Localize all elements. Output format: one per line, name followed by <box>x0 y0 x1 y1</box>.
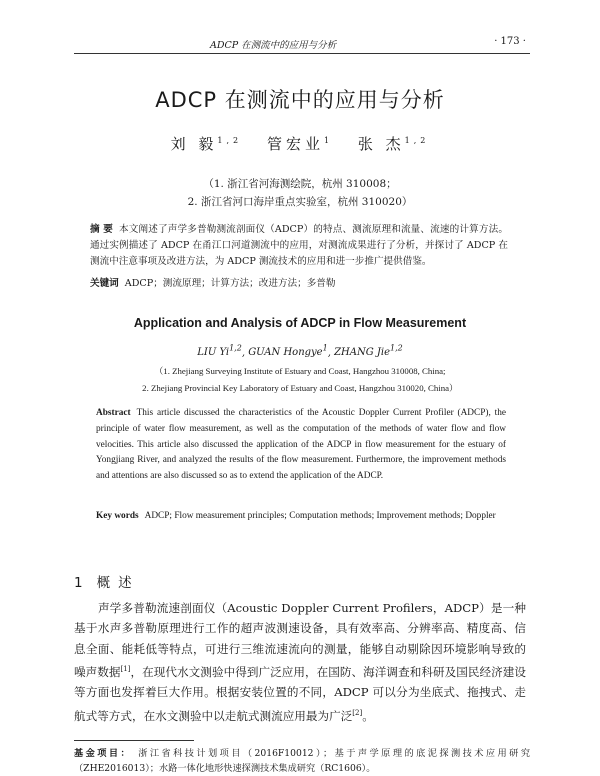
abstract-en-text: This article discussed the characteristics of the Acoustic Doppler Current Profiler (ADCP), the principle of water flow measurement, as well as the computation of the methods of water flow and flow velocities. This article also discussed the application of the ADCP in flow measurement for the estuary of Yongjiang River, and analyzed the results of the flow measurement. Furthermore, the improvement methods and attentions are also discussed so as to extend the application of the ADCP. <box>96 408 506 482</box>
author-cn: 管宏业$^1$ <box>266 135 334 153</box>
section-number: 1 <box>74 575 83 591</box>
section-title: 概述 <box>96 575 140 591</box>
keywords-en <box>96 509 506 525</box>
paper-title-en: Application and Analysis of ADCP in Flow Measurement <box>133 316 467 330</box>
paper-title-cn: ADCP 在测流中的应用与分析 <box>155 88 445 112</box>
keywords-cn <box>90 276 508 292</box>
header-rule <box>74 53 530 54</box>
authors-en: LIU Yi$^{1,2}$, GUAN Hongye$^1$, ZHANG Jie$^{1,2}$ <box>197 344 403 359</box>
funding-text: 浙江省科技计划项目（2016F10012）；基于声学原理的底泥探测技术应用研究（ZHE2016013）；水路一体化地形快速探测技术集成研究（RC1606）。 <box>74 748 531 774</box>
author-en: LIU Yi$^{1,2}$ <box>197 344 242 359</box>
author-en: GUAN Hongye$^1$ <box>248 344 328 359</box>
abstract-cn-text: 本文阐述了声学多普勒测流剖面仪（ADCP）的特点、测流原理和流量、流速的计算方法。通过实例描述了 ADCP 在甬江口河道测流中的应用，对测流成果进行了分析，并探讨了 ADCP 在测流中注意事项及改进方法，为 ADCP 测流技术的应用和进一步推广提供借鉴。 <box>90 224 508 267</box>
affiliation-en-2: 2. Zhejiang Provincial Key Laboratory of Estuary and Coast, Hangzhou 310020, China） <box>142 383 458 393</box>
authors-cn <box>0 133 600 154</box>
affiliation-cn-2: 2. 浙江省河口海岸重点实验室，杭州 310020） <box>187 196 413 208</box>
abstract-en <box>96 406 506 485</box>
keywords-cn-text: ADCP；测流原理；计算方法；改进方法；多普勒 <box>124 278 336 289</box>
page-number: · 173 · <box>494 36 526 47</box>
affiliation-en-1: （1. Zhejiang Surveying Institute of Estuary and Coast, Hangzhou 310008, China; <box>154 366 446 376</box>
running-title: ADCP 在测流中的应用与分析 <box>210 40 337 51</box>
keywords-cn-label: 关键词 <box>90 278 119 289</box>
author-cn: 刘 毅$^{1,2}$ <box>170 135 243 153</box>
affiliation-cn-1: （1. 浙江省河海测绘院，杭州 310008； <box>203 178 397 190</box>
funding-label: 基金项目： <box>74 748 133 759</box>
author-en: ZHANG Jie$^{1,2}$ <box>334 344 403 359</box>
abstract-cn <box>90 222 508 270</box>
abstract-en-label: Abstract <box>96 408 131 418</box>
author-cn: 张 杰$^{1,2}$ <box>357 135 430 153</box>
funding-footnote <box>74 746 530 776</box>
section-heading <box>74 571 140 591</box>
citation: [2] <box>352 708 363 717</box>
footnote-rule <box>74 740 194 741</box>
running-header <box>0 36 600 52</box>
body-paragraph: 声学多普勒流速剖面仪（Acoustic Doppler Current Profilers，ADCP）是一种基于水声多普勒原理进行工作的超声波测速设备，具有效率高、分辨率高、精度高、信息全面、能耗低等特点，可进行三维流速流向的测量，能够自动剔除因环境影响导致的噪声数据[1]，在现代水文测验中得到广泛应用，在国防、海洋调查和科研及国民经济建设等方面也发挥着巨大作用。根据安装位置的不同，ADCP 可以分为坐底式、拖拽式、走航式等方式，在水文测验中以走航式测流应用最为广泛[2]。 <box>74 601 526 723</box>
citation: [1] <box>120 665 131 674</box>
abstract-cn-label: 摘 要 <box>90 224 113 235</box>
keywords-en-label: Key words <box>96 511 139 521</box>
keywords-en-text: ADCP; Flow measurement principles; Computation methods; Improvement methods; Doppler <box>144 511 496 521</box>
